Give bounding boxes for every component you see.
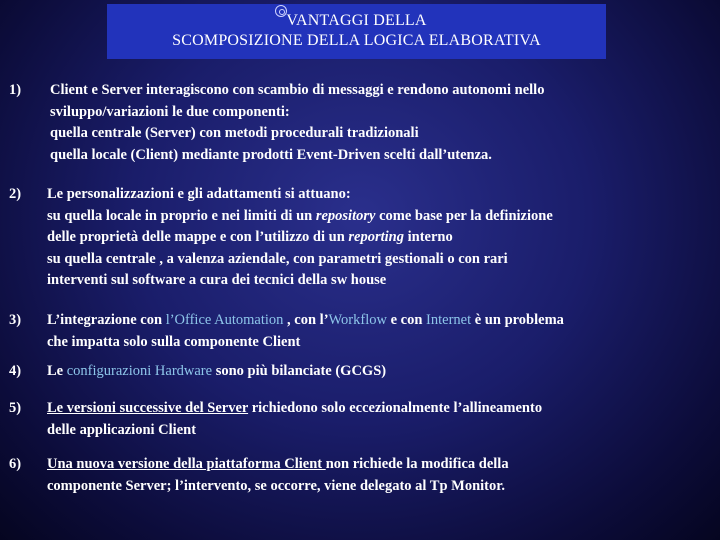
underlined-phrase: Le versioni successive del Server bbox=[47, 400, 249, 416]
title-line-1: VANTAGGI DELLA bbox=[286, 12, 427, 29]
item-number: 1) bbox=[9, 82, 22, 98]
item-line: Una nuova versione della piattaforma Client non richiede la modifica della bbox=[47, 456, 509, 472]
office-automation-term: l’Office Automation bbox=[165, 312, 284, 328]
item-number: 4) bbox=[9, 363, 22, 379]
item-line: sviluppo/variazioni le due componenti: bbox=[50, 103, 290, 120]
item-line: Le personalizzazioni e gli adattamenti si attuano: bbox=[47, 186, 351, 202]
reporting-term: reporting bbox=[348, 229, 404, 245]
item-line: L’integrazione con l’Office Automation , con l’Workflow e con Internet è un problema bbox=[47, 312, 564, 328]
item-line: Client e Server interagiscono con scambio di messaggi e rendono autonomi nello bbox=[50, 82, 545, 98]
item-line: su quella centrale , a valenza aziendale, con parametri gestionali o con rari bbox=[47, 250, 508, 267]
internet-term: Internet bbox=[426, 312, 472, 328]
item-line: delle applicazioni Client bbox=[47, 421, 197, 438]
item-number: 3) bbox=[9, 312, 22, 328]
item-line: quella locale (Client) mediante prodotti Event-Driven scelti dall’utenza. bbox=[50, 146, 492, 163]
title-line-2: SCOMPOSIZIONE DELLA LOGICA ELABORATIVA bbox=[172, 32, 541, 49]
item-number: 2) bbox=[9, 186, 22, 202]
item-number: 6) bbox=[9, 456, 22, 472]
item-line: interventi sul software a cura dei tecnici della sw house bbox=[47, 272, 387, 288]
underlined-phrase: Una nuova versione della piattaforma Client bbox=[47, 456, 326, 472]
item-line: Le configurazioni Hardware sono più bilanciate (GCGS) bbox=[47, 363, 387, 379]
item-line: quella centrale (Server) con metodi procedurali tradizionali bbox=[50, 125, 419, 141]
repository-term: repository bbox=[315, 207, 376, 224]
hardware-config-term: configurazioni Hardware bbox=[66, 363, 213, 379]
item-line: delle proprietà delle mappe e con l’utilizzo di un reporting interno bbox=[47, 229, 453, 245]
item-number: 5) bbox=[9, 400, 22, 416]
item-line: Le versioni successive del Server richiedono solo eccezionalmente l’allineamento bbox=[47, 400, 543, 416]
target-icon bbox=[275, 5, 287, 17]
slide-title bbox=[107, 4, 606, 59]
item-line: che impatta solo sulla componente Client bbox=[47, 333, 301, 350]
workflow-term: Workflow bbox=[328, 312, 387, 328]
item-line: su quella locale in proprio e nei limiti di un repository come base per la definizione bbox=[47, 207, 553, 224]
item-line: componente Server; l’intervento, se occorre, viene delegato al Tp Monitor. bbox=[47, 477, 505, 494]
